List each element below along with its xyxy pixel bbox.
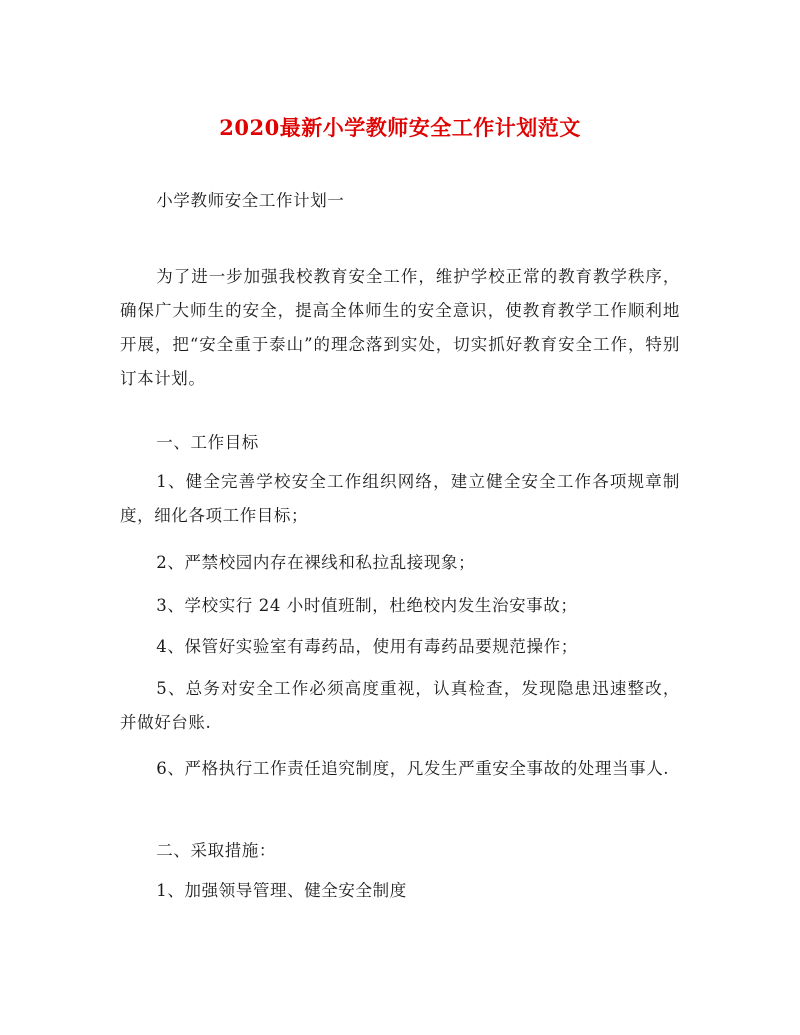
- goal-item-1: 1、健全完善学校安全工作组织网络，建立健全安全工作各项规章制度，细化各项工作目标；: [120, 472, 680, 525]
- goal-item-3: 3、学校实行 24 小时值班制，杜绝校内发生治安事故；: [156, 596, 578, 615]
- section-subtitle: 小学教师安全工作计划一: [156, 191, 345, 210]
- heading-measures: 二、采取措施：: [156, 841, 276, 860]
- intro-paragraph: 为了进一步加强我校教育安全工作，维护学校正常的教育教学秩序，确保广大师生的安全，提高全体师生的安全意识，使教育教学工作顺利地开展，把“安全重于泰山”的理念落到实处，切实抓好教育安全工作，特别订本计划。: [120, 267, 680, 388]
- goal-item-6: 6、严格执行工作责任追究制度，凡发生严重安全事故的处理当事人.: [156, 759, 670, 778]
- measure-item-1: 1、加强领导管理、健全安全制度: [156, 881, 407, 900]
- heading-work-goals: 一、工作目标: [156, 433, 259, 452]
- goal-item-5: 5、总务对安全工作必须高度重视，认真检查，发现隐患迅速整改，并做好台账.: [120, 679, 680, 732]
- goal-item-4: 4、保管好实验室有毒药品，使用有毒药品要规范操作；: [156, 637, 578, 656]
- document-title: 2020最新小学教师安全工作计划范文: [219, 115, 581, 140]
- goal-item-2: 2、严禁校园内存在裸线和私拉乱接现象；: [156, 553, 476, 572]
